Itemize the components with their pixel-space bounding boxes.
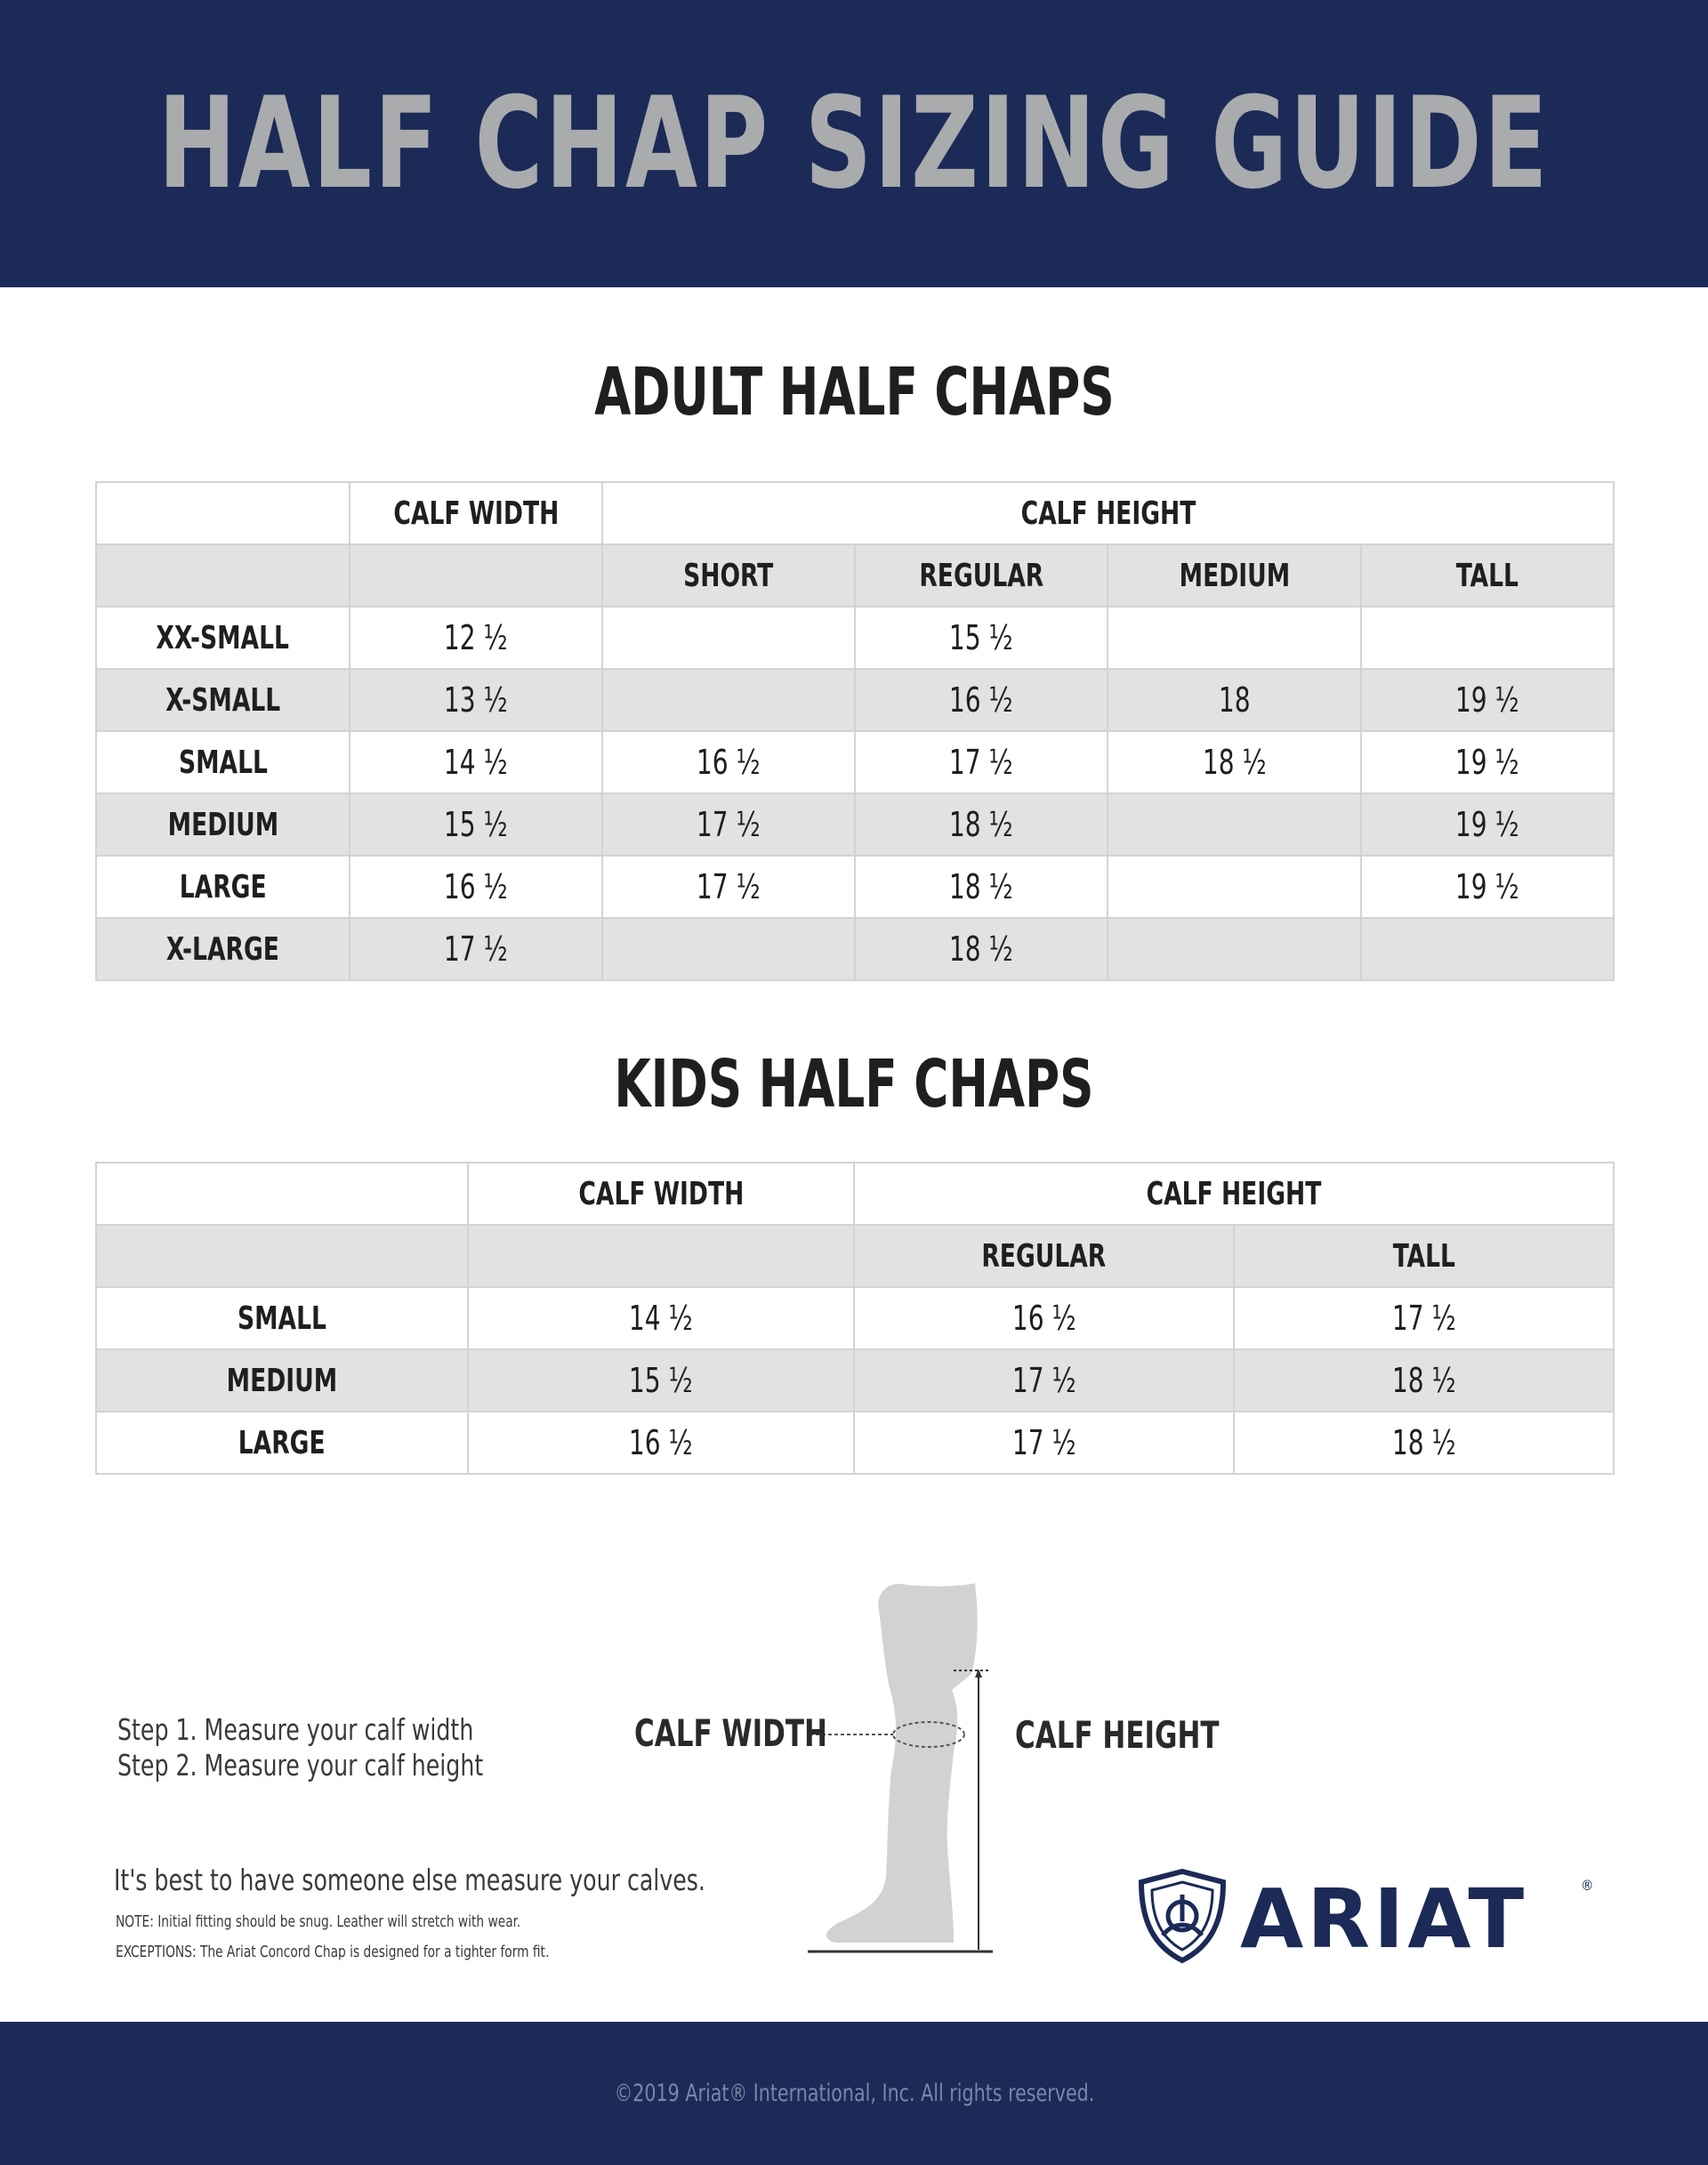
width-cell: 16 ½ [350,856,602,918]
subheader-medium: MEDIUM [1108,544,1361,607]
subheader-tall: TALL [1361,544,1614,607]
size-label: MEDIUM [96,1349,468,1412]
tall-cell [1361,918,1614,980]
ariat-wordmark: ARIAT [1240,1871,1528,1967]
ariat-shield-icon [1136,1868,1229,1964]
regular-cell: 17 ½ [855,731,1108,793]
short-cell [602,918,855,980]
width-cell: 14 ½ [468,1287,854,1349]
short-cell: 17 ½ [602,856,855,918]
subheader-regular: REGULAR [854,1225,1234,1287]
width-cell: 13 ½ [350,669,602,731]
table-header-row [96,1163,1614,1225]
width-cell: 12 ½ [350,607,602,669]
short-cell: 17 ½ [602,793,855,856]
width-cell: 17 ½ [350,918,602,980]
table-subheader-row [96,1225,1614,1287]
kids-title-text: KIDS HALF CHAPS [614,1046,1094,1123]
tall-cell: 17 ½ [1234,1287,1614,1349]
tall-cell: 19 ½ [1361,669,1614,731]
size-label: SMALL [96,731,350,793]
size-label: X-LARGE [96,918,350,980]
regular-cell: 18 ½ [855,856,1108,918]
table-subheader-row [96,544,1614,607]
footer-banner [0,2022,1708,2165]
calf-height-label: CALF HEIGHT [1015,1713,1220,1757]
table-row [96,918,1614,980]
size-label: LARGE [96,856,350,918]
ariat-logo [1136,1868,1599,1966]
regular-cell: 15 ½ [855,607,1108,669]
tall-cell: 18 ½ [1234,1412,1614,1474]
header-empty-cell [96,1163,468,1225]
width-cell: 16 ½ [468,1412,854,1474]
page-title: HALF CHAP SIZING GUIDE [157,70,1551,217]
header-banner [0,0,1708,287]
table-row [96,1287,1614,1349]
copyright-text: ©2019 Ariat® International, Inc. All rights reserved. [614,2080,1094,2107]
regular-cell: 16 ½ [855,669,1108,731]
leg-measurement-diagram [783,1574,1032,1966]
size-label: LARGE [96,1412,468,1474]
adult-title-text: ADULT HALF CHAPS [593,354,1115,431]
size-label: XX-SMALL [96,607,350,669]
calf-height-header: CALF HEIGHT [854,1163,1614,1225]
tall-cell [1361,607,1614,669]
short-cell: 16 ½ [602,731,855,793]
medium-cell: 18 ½ [1108,731,1361,793]
leg-silhouette [826,1583,978,1943]
measure-tip-text: It's best to have someone else measure your calves. [114,1863,705,1897]
step-2-text: Step 2. Measure your calf height [117,1748,484,1783]
table-row [96,669,1614,731]
size-label: X-SMALL [96,669,350,731]
table-header-row [96,482,1614,544]
short-cell [602,607,855,669]
tall-cell: 18 ½ [1234,1349,1614,1412]
subheader-short: SHORT [602,544,855,607]
medium-cell: 18 [1108,669,1361,731]
table-row [96,1349,1614,1412]
header-empty-cell [96,482,350,544]
tall-cell: 19 ½ [1361,793,1614,856]
regular-cell: 16 ½ [854,1287,1234,1349]
medium-cell [1108,918,1361,980]
medium-cell [1108,793,1361,856]
subheader-regular: REGULAR [855,544,1108,607]
kids-section-title [0,1046,1708,1123]
tall-cell: 19 ½ [1361,856,1614,918]
size-label: MEDIUM [96,793,350,856]
tall-cell: 19 ½ [1361,731,1614,793]
adult-size-table [95,481,1615,981]
size-label: SMALL [96,1287,468,1349]
regular-cell: 17 ½ [854,1412,1234,1474]
fitting-note-text: NOTE: Initial fitting should be snug. Leather will stretch with wear. [116,1912,521,1931]
registered-mark: ® [1581,1877,1594,1894]
table-row [96,856,1614,918]
table-row [96,607,1614,669]
kids-size-table [95,1162,1615,1475]
calf-width-header: CALF WIDTH [468,1163,854,1225]
regular-cell: 18 ½ [855,918,1108,980]
step-1-text: Step 1. Measure your calf width [117,1712,474,1747]
table-row [96,1412,1614,1474]
table-row [96,731,1614,793]
medium-cell [1108,607,1361,669]
regular-cell: 18 ½ [855,793,1108,856]
width-cell: 15 ½ [350,793,602,856]
width-cell: 14 ½ [350,731,602,793]
width-cell: 15 ½ [468,1349,854,1412]
table-row [96,793,1614,856]
calf-width-header: CALF WIDTH [350,482,602,544]
adult-section-title [0,354,1708,431]
subheader-tall: TALL [1234,1225,1614,1287]
calf-height-header: CALF HEIGHT [602,482,1614,544]
short-cell [602,669,855,731]
regular-cell: 17 ½ [854,1349,1234,1412]
exceptions-note-text: EXCEPTIONS: The Ariat Concord Chap is designed for a tighter form fit. [116,1943,550,1961]
calf-width-label: CALF WIDTH [634,1711,827,1755]
medium-cell [1108,856,1361,918]
